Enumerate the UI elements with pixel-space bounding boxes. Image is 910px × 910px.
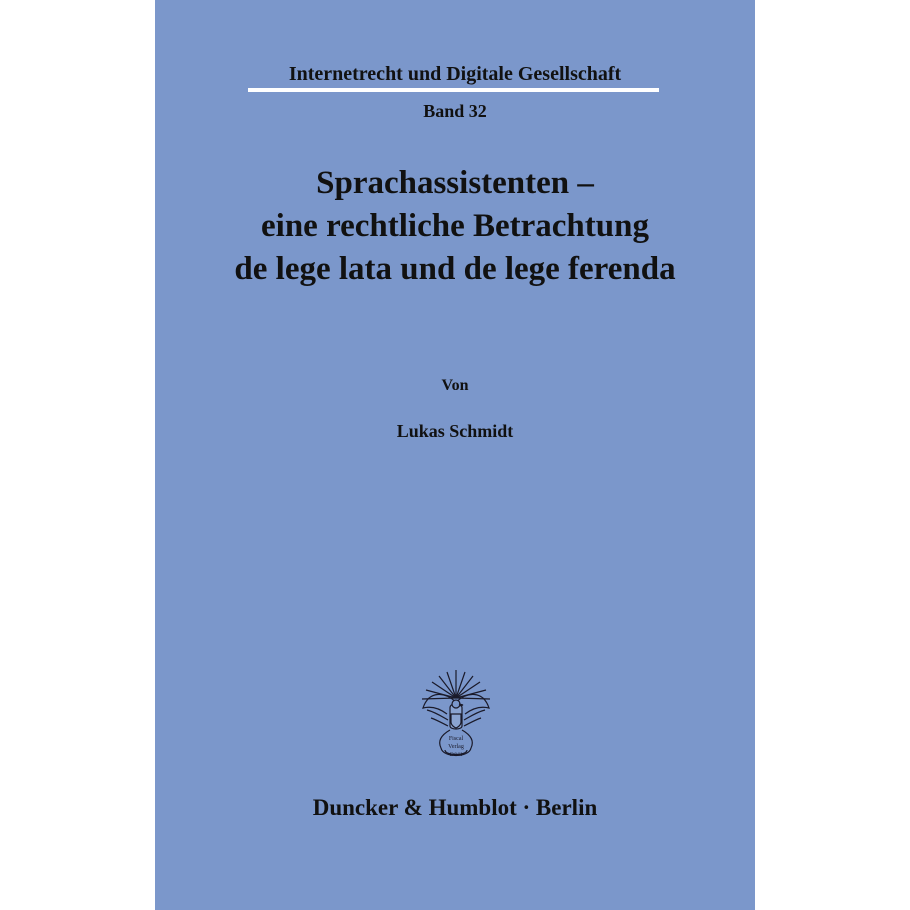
logo-text-1: Fiscal <box>448 736 464 742</box>
logo-text-2: Verlag <box>448 744 464 750</box>
series-divider <box>248 88 659 92</box>
title-line-2: eine rechtliche Betrachtung <box>261 208 649 244</box>
logo-text-3: D&H <box>449 752 463 758</box>
author-name: Lukas Schmidt <box>396 421 514 441</box>
title-line-3: de lege lata und de lege ferenda <box>234 251 676 287</box>
title-line-1: Sprachassistenten – <box>316 165 594 201</box>
eagle-emblem-icon <box>417 668 495 766</box>
volume-number: Band 32 <box>423 101 487 121</box>
book-cover <box>155 0 755 910</box>
series-title: Internetrecht und Digitale Gesellschaft <box>288 63 622 85</box>
book-title <box>155 162 755 291</box>
publisher-line: Duncker & Humblot · Berlin <box>312 795 598 820</box>
by-label: Von <box>441 377 469 394</box>
